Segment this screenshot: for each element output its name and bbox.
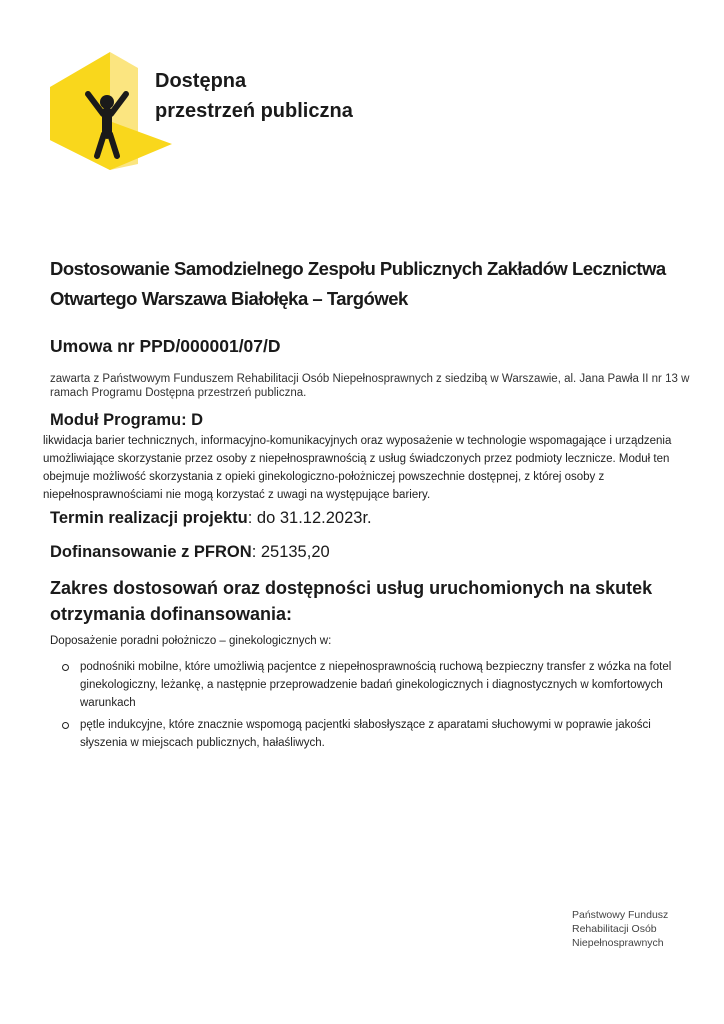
footer-line-2: Rehabilitacji Osób [572, 923, 657, 935]
module-label: Moduł Programu: D [50, 411, 204, 429]
list-item-text: pętle indukcyjne, które znacznie wspomogą pacjentki słabosłyszące z aparatami słuchowymi w poprawie jakości słyszenia w miejscach publicznych, hałaśliwych. [80, 719, 651, 749]
funding-label: Dofinansowanie z PFRON [50, 543, 252, 561]
list-item-text: podnośniki mobilne, które umożliwią pacjentce z niepełnosprawnością ruchową bezpieczny transfer z wózka na fotel ginekologiczny, leżankę, a następnie przeprowadzenie badań ginekologicznych i diagnostycznych w komfortowych warunkach [80, 661, 672, 709]
term-value: : do 31.12.2023r. [247, 509, 372, 527]
scope-intro: Doposażenie poradni położniczo – ginekologicznych w: [50, 635, 332, 647]
list-item [60, 658, 680, 712]
footer-line-3: Niepełnosprawnych [572, 937, 664, 949]
logo-line-2: przestrzeń publiczna [155, 100, 353, 122]
scope-heading: Zakres dostosowań oraz dostępności usług uruchomionych na skutek otrzymania dofinansowania: [50, 578, 653, 624]
document-title: Dostosowanie Samodzielnego Zespołu Publicznych Zakładów Lecznictwa Otwartego Warszawa Białołęka – Targówek [50, 258, 666, 309]
funding-value: : 25135,20 [251, 543, 330, 561]
logo-text [155, 66, 353, 126]
contract-description: zawarta z Państwowym Funduszem Rehabilitacji Osób Niepełnosprawnych z siedzibą w Warszawie, al. Jana Pawła II nr 13 w ramach Programu Dostępna przestrzeń publiczna. [50, 373, 690, 399]
logo-line-1: Dostępna [155, 70, 247, 92]
funding-amount [50, 543, 330, 562]
footer-line-1: Państwowy Fundusz [572, 909, 669, 921]
module-description: likwidacja barier technicznych, informacyjno-komunikacyjnych oraz wyposażenie w technologie wspomagające i urządzenia umożliwiające skorzystanie przez osoby z niepełnosprawnością z usług świadczonych przez podmioty lecznicze. Moduł ten obejmuje możliwość skorzystania z opieki ginekologiczno-położniczej powszechnie dostępnej, z której osoby z niepełnosprawnościami nie mogą korzystać z uwagi na występujące bariery. [43, 435, 672, 501]
list-item [60, 716, 680, 752]
contract-heading: Umowa nr PPD/000001/07/D [50, 336, 281, 356]
circle-bullet-icon [62, 722, 69, 729]
circle-bullet-icon [62, 664, 69, 671]
term-label: Termin realizacji projektu [50, 509, 248, 527]
project-term [50, 509, 372, 528]
footer-institution [572, 908, 668, 950]
scope-list [60, 658, 680, 756]
